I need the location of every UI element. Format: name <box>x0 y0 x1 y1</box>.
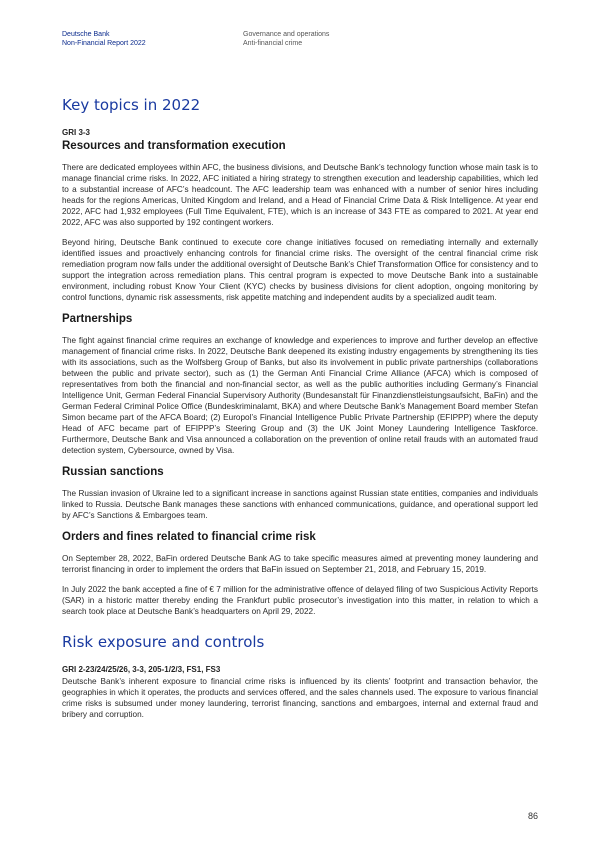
page-number: 86 <box>527 811 538 821</box>
header-right <box>243 30 329 48</box>
partnerships-paragraph: The fight against financial crime requires an exchange of knowledge and experiences to improve and further develop an effective management of financial crime risks. In 2022, Deutsche Bank deepened its existing industry engagements by strengthening its ties with its associations, such as the Wolfsberg Group of Banks, but also its involvement in public private partnerships (collaborations between the public and private sector), such as (1) the German Anti Financial Crime Alliance (AFCA) which is composed of representatives from both the financial and non-financial sector, as well as the public authorities including Germany’s Financial Intelligence Unit, German Federal Financial Supervisory Authority (Bundesanstalt für Finanzdienstleistungsaufsicht, BaFin) and the German Federal Criminal Police Office (Bundeskriminalamt, BKA) and where Deutsche Bank’s Management Board member Stefan Simon became part of the AFCA Board; (2) Europol’s Financial Intelligence Public Private Partnership (EFIPPP) where the deputy Head of AFC became part of EFIPPP’s Steering Group and (3) the UK Joint Money Laundering Intelligence Taskforce. Furthermore, Deutsche Bank and Visa announced a collaboration on the prevention of online retail frauds with an automated fraud detection system, Cybersource, owned by Visa. <box>62 336 538 455</box>
risk-exposure-title: Risk exposure and controls <box>62 633 265 651</box>
main-content <box>62 96 538 729</box>
resources-paragraph-1: There are dedicated employees within AFC, the business divisions, and Deutsche Bank’s technology function whose main task is to manage financial crime risks. In 2022, AFC initiated a hiring strategy to strengthen execution and leadership capabilities, which led to a substantial increase of AFC’s headcount. The AFC leadership team was enhanced with a number of senior hires including heads for the regions Americas, United Kingdom and Ireland, and a Head of Financial Crime Data & Risk Intelligence. At year end 2022, AFC had 1,932 employees (Full Time Equivalent, FTE), which is an increase of 343 FTE as compared to 2021. At year end 2022, AFC was also supported by 192 contingent workers. <box>62 163 538 227</box>
russian-sanctions-paragraph: The Russian invasion of Ukraine led to a significant increase in sanctions against Russian state entities, companies and individuals linked to Russia. Deutsche Bank manages these sanctions with enhanced communications, guidance, and operational support led by AFC’s Sanctions & Embargoes team. <box>62 489 538 520</box>
russian-sanctions-heading: Russian sanctions <box>62 466 164 478</box>
key-topics-gri: GRI 3-3 <box>62 128 91 137</box>
partnerships-heading: Partnerships <box>62 313 133 325</box>
header-report: Non-Financial Report 2022 <box>62 40 146 47</box>
risk-exposure-gri: GRI 2-23/24/25/26, 3-3, 205-1/2/3, FS1, FS3 <box>62 665 221 674</box>
orders-fines-paragraph-1: On September 28, 2022, BaFin ordered Deutsche Bank AG to take specific measures aimed at preventing money laundering and terrorist financing in order to implement the orders that BaFin issued on September 21, 2018, and February 15, 2019. <box>62 554 538 574</box>
orders-fines-paragraph-2: In July 2022 the bank accepted a fine of € 7 million for the administrative offence of delayed filing of two Suspicious Activity Reports (SAR) in a historic matter thereby ending the Frankfurt public prosecutor’s investigation into this matter, in relation to which a search took place at Deutsche Bank’s headquarters on April 29, 2022. <box>62 585 538 616</box>
key-topics-title: Key topics in 2022 <box>62 96 201 114</box>
header-subsection: Anti-financial crime <box>243 40 303 47</box>
orders-fines-heading: Orders and fines related to financial crime risk <box>62 531 316 543</box>
header-left <box>62 30 146 48</box>
resources-heading: Resources and transformation execution <box>62 140 286 152</box>
risk-exposure-paragraph: Deutsche Bank’s inherent exposure to financial crime risks is influenced by its clients’ footprint and transaction behavior, the geographies in which it operates, the products and services offered, and the sales channels used. The exposure to various financial crime risks is subsumed under money laundering, terrorist financing, sanctions and embargoes, internal and external fraud and bribery and corruption. <box>62 677 538 719</box>
header-section: Governance and operations <box>243 31 330 38</box>
resources-paragraph-2: Beyond hiring, Deutsche Bank continued to execute core change initiatives focused on remediating internally and externally identified issues and proactively enhancing controls for financial crime risks. The oversight of the central financial crime risk remediation program now falls under the additional oversight of Deutsche Bank’s Chief Transformation Office for consistency and to support the integration across remediation plans. This central program is expected to move Deutsche Bank into a sustainable environment, including robust Know Your Client (KYC) checks by business divisions for client adoption, ongoing monitoring by control functions, dynamic risk assessments, risk appetite matching and independent audits by a specialized audit team. <box>62 238 538 302</box>
header-company: Deutsche Bank <box>62 31 110 38</box>
